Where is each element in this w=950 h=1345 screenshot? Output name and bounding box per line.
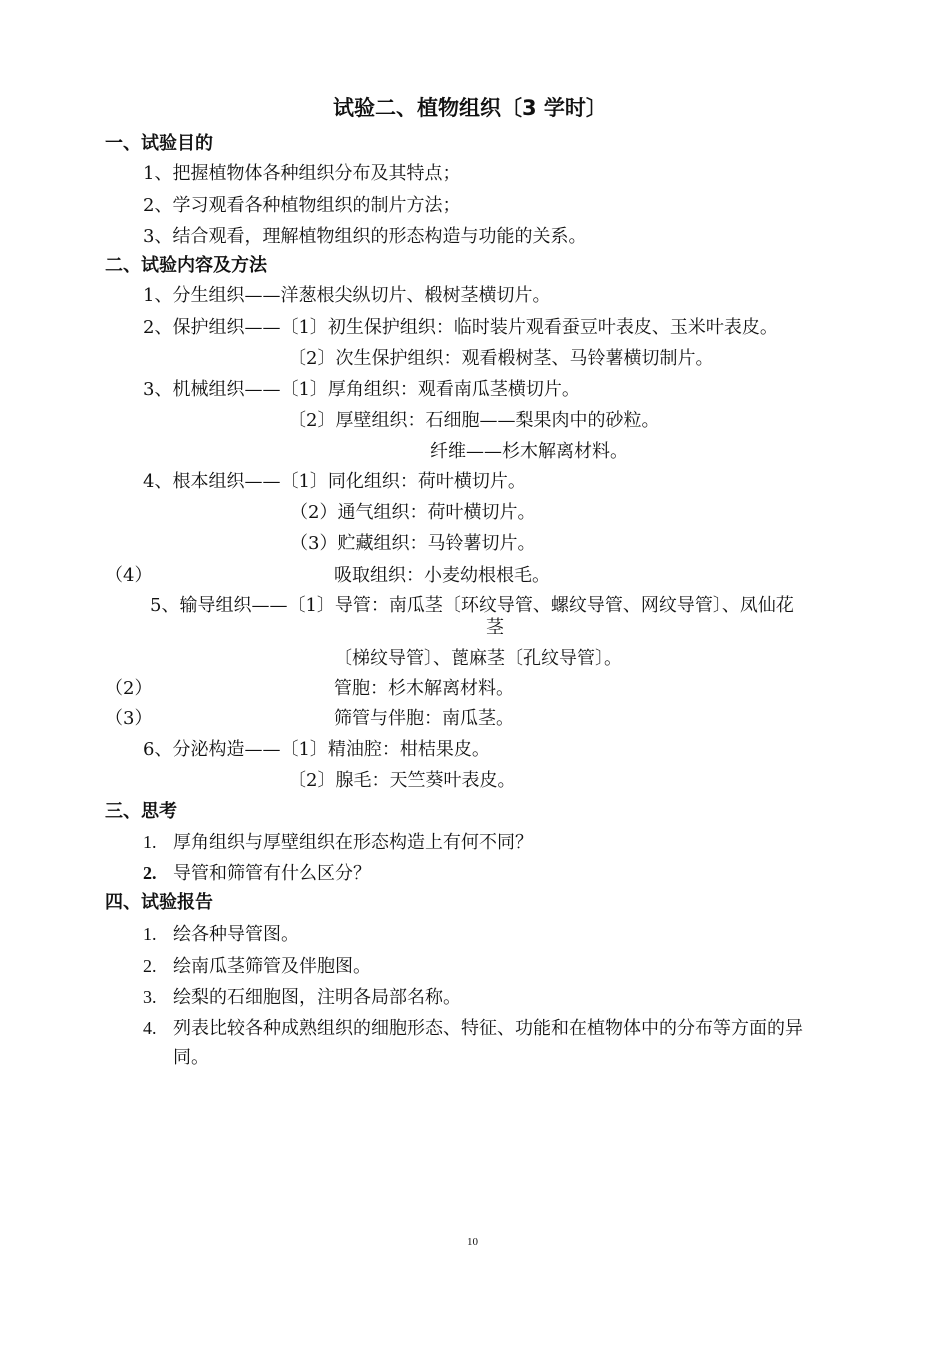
section-heading-report: 四、试验报告 <box>105 892 213 913</box>
report-number: 4. <box>143 1018 157 1038</box>
content-line-conducting-4-number: （3） <box>105 708 153 729</box>
content-line-meristem: 1、分生组织——洋葱根尖纵切片、椴树茎横切片。 <box>143 285 551 306</box>
page-title: 试验二、植物组织〔3 学时〕 <box>333 96 607 120</box>
question-text: 导管和筛管有什么区分？ <box>173 863 371 884</box>
question-number: 2. <box>143 863 157 883</box>
purpose-item-3: 3、结合观看，理解植物组织的形态构造与功能的关系。 <box>143 226 587 247</box>
report-number: 2. <box>143 956 157 976</box>
report-item-2 <box>143 954 371 979</box>
content-line-conducting-3: 管胞：杉木解离材料。 <box>334 678 514 699</box>
content-line-protective-1: 2、保护组织——〔1〕初生保护组织：临时装片观看蚕豆叶表皮、玉米叶表皮。 <box>143 317 778 338</box>
content-line-secretory-2: 〔2〕腺毛：天竺葵叶表皮。 <box>288 770 516 791</box>
report-number: 3. <box>143 987 157 1007</box>
section-heading-content: 二、试验内容及方法 <box>105 255 267 276</box>
report-text: 绘南瓜茎筛管及伴胞图。 <box>173 956 371 977</box>
content-line-ground-4-number: （4） <box>105 565 153 586</box>
report-text: 列表比较各种成熟组织的细胞形态、特征、功能和在植物体中的分布等方面的异 <box>173 1018 803 1039</box>
content-line-mechanical-3: 纤维——杉木解离材料。 <box>430 441 628 462</box>
content-line-mechanical-2: 〔2〕厚壁组织：石细胞——梨果肉中的砂粒。 <box>288 410 660 431</box>
report-item-1 <box>143 922 299 947</box>
content-line-conducting-3-number: （2） <box>105 678 153 699</box>
content-line-ground-2: （2）通气组织：荷叶横切片。 <box>290 502 536 523</box>
content-line-secretory-1: 6、分泌构造——〔1〕精油腔：柑桔果皮。 <box>143 739 490 760</box>
question-item-2 <box>143 861 371 886</box>
section-heading-purpose: 一、试验目的 <box>105 133 213 154</box>
purpose-item-1: 1、把握植物体各种组织分布及其特点； <box>143 163 461 184</box>
report-item-4-wrap: 同。 <box>173 1047 209 1068</box>
question-item-1 <box>143 830 533 855</box>
report-item-4 <box>143 1016 803 1041</box>
content-line-mechanical-1: 3、机械组织——〔1〕厚角组织：观看南瓜茎横切片。 <box>143 379 580 400</box>
content-line-conducting-1: 5、输导组织——〔1〕导管：南瓜茎〔环纹导管、螺纹导管、网纹导管〕、凤仙花 <box>150 595 794 616</box>
purpose-item-2: 2、学习观看各种植物组织的制片方法； <box>143 195 461 216</box>
page-number: 10 <box>467 1236 478 1248</box>
report-text: 绘各种导管图。 <box>173 924 299 945</box>
content-line-conducting-1-wrap: 茎 <box>486 617 504 638</box>
report-item-3 <box>143 985 461 1010</box>
question-text: 厚角组织与厚壁组织在形态构造上有何不同？ <box>173 832 533 853</box>
question-number: 1. <box>143 832 157 852</box>
content-line-ground-4: 吸取组织：小麦幼根根毛。 <box>334 565 550 586</box>
content-line-ground-3: （3）贮藏组织：马铃薯切片。 <box>290 533 536 554</box>
report-number: 1. <box>143 924 157 944</box>
content-line-ground-1: 4、根本组织——〔1〕同化组织：荷叶横切片。 <box>143 471 526 492</box>
content-line-conducting-2: 〔梯纹导管〕、蓖麻茎〔孔纹导管〕。 <box>334 648 622 669</box>
report-text: 绘梨的石细胞图，注明各局部名称。 <box>173 987 461 1008</box>
content-line-conducting-4: 筛管与伴胞：南瓜茎。 <box>334 708 514 729</box>
content-line-protective-2: 〔2〕次生保护组织：观看椴树茎、马铃薯横切制片。 <box>288 348 714 369</box>
section-heading-questions: 三、思考 <box>105 801 177 822</box>
